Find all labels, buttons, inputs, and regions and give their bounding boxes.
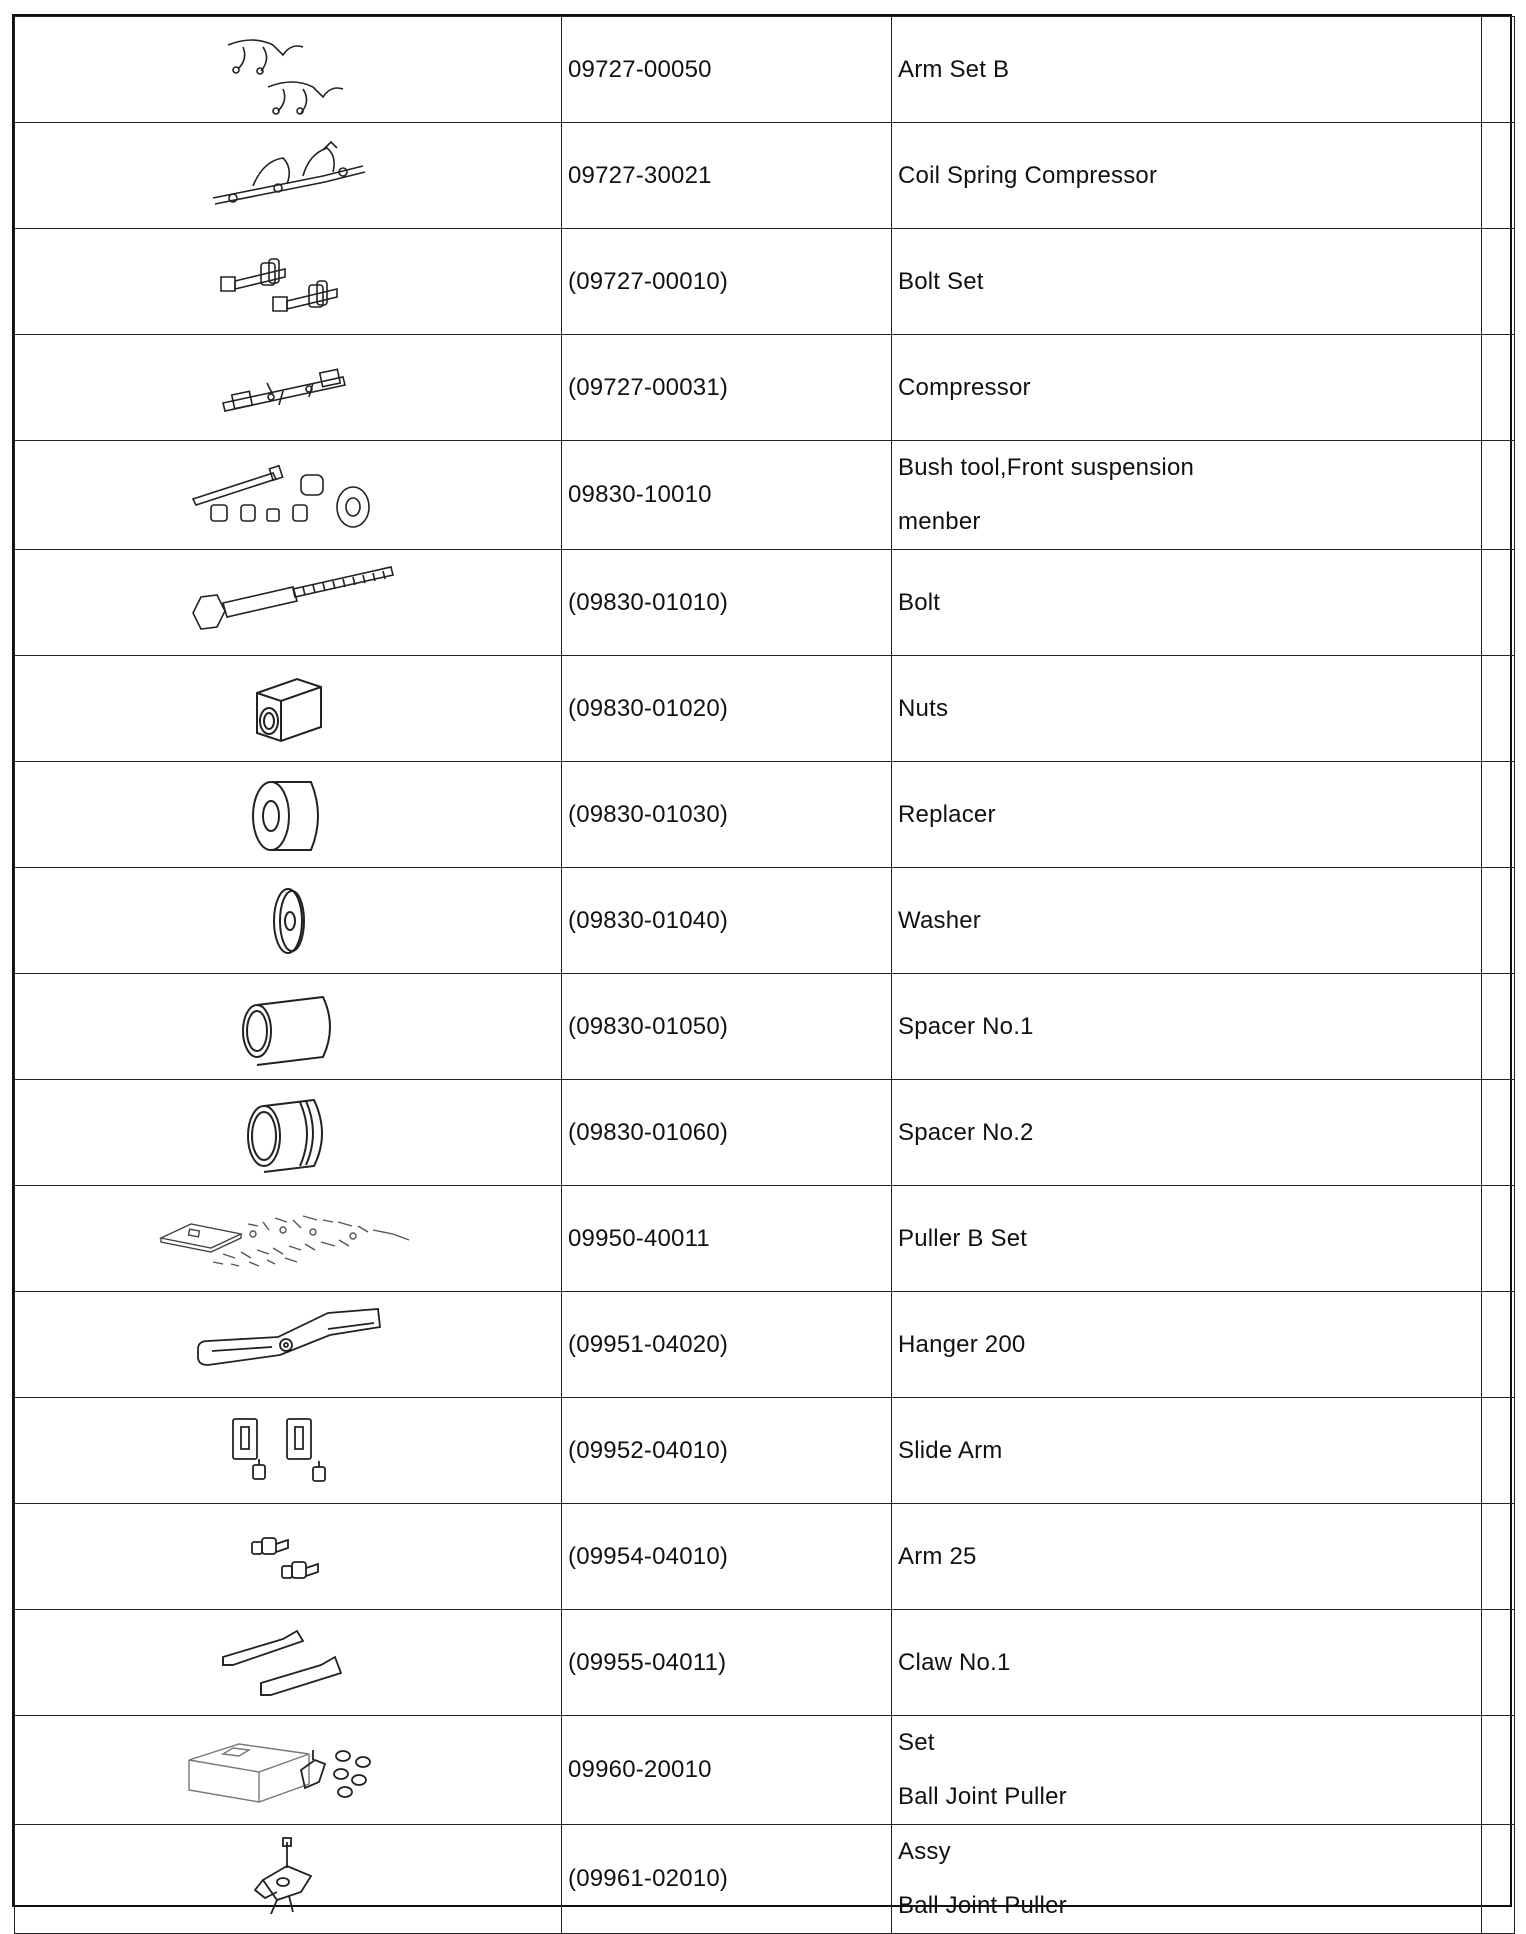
tool-image-cell	[15, 1186, 562, 1292]
tool-name: Claw No.1	[898, 1648, 1011, 1676]
tool-name-cell	[892, 1080, 1482, 1186]
tool-name-cell	[892, 550, 1482, 656]
table-row	[15, 762, 1515, 868]
table-row	[15, 1080, 1515, 1186]
tool-name-cell	[892, 1610, 1482, 1716]
tool-name: Washer	[898, 906, 981, 934]
tool-name-cell	[892, 656, 1482, 762]
tool-image-cell	[15, 1610, 562, 1716]
hex-nut-icon	[243, 669, 333, 749]
tool-image-cell	[15, 1716, 562, 1825]
table-row	[15, 1292, 1515, 1398]
table-row	[15, 1186, 1515, 1292]
slide-arm-icon	[213, 1411, 363, 1491]
table-row	[15, 229, 1515, 335]
tool-name-cell	[892, 1398, 1482, 1504]
check-cell	[1482, 1186, 1515, 1292]
tool-name: Compressor	[898, 373, 1031, 401]
part-number: 09950-40011	[562, 1186, 892, 1292]
tool-image-cell	[15, 17, 562, 123]
table-row	[15, 1398, 1515, 1504]
tool-image-cell	[15, 441, 562, 550]
check-cell	[1482, 656, 1515, 762]
washer-icon	[258, 881, 318, 961]
ball-joint-puller-set-icon	[183, 1730, 393, 1810]
check-cell	[1482, 1080, 1515, 1186]
tool-name-cell	[892, 1716, 1482, 1825]
arm-pins-icon	[238, 1522, 338, 1592]
tool-name: Puller B Set	[898, 1224, 1028, 1252]
part-number: (09830-01010)	[562, 550, 892, 656]
check-cell	[1482, 550, 1515, 656]
tool-table-sheet	[12, 14, 1512, 1919]
special-tool-table	[14, 16, 1515, 1934]
tool-name: Bolt	[898, 588, 941, 616]
tool-image-cell	[15, 1292, 562, 1398]
tool-name-cell	[892, 335, 1482, 441]
check-cell	[1482, 335, 1515, 441]
tool-name-line2: Ball Joint Puller	[898, 1892, 1067, 1919]
part-number: (09727-00010)	[562, 229, 892, 335]
check-cell	[1482, 123, 1515, 229]
check-cell	[1482, 441, 1515, 550]
tool-name: Spacer No.2	[898, 1118, 1034, 1146]
part-number: (09830-01030)	[562, 762, 892, 868]
check-cell	[1482, 229, 1515, 335]
arm-set-icon	[208, 25, 368, 115]
table-row	[15, 1825, 1515, 1934]
tool-image-cell	[15, 656, 562, 762]
tool-name-line2: Ball Joint Puller	[898, 1783, 1067, 1810]
tool-name: Slide Arm	[898, 1436, 1003, 1464]
tool-image-cell	[15, 123, 562, 229]
tool-name: Set	[898, 1729, 935, 1756]
tool-name-cell	[892, 1504, 1482, 1610]
table-row	[15, 1610, 1515, 1716]
tool-image-cell	[15, 974, 562, 1080]
check-cell	[1482, 762, 1515, 868]
tool-name: Bush tool,Front suspension	[898, 454, 1195, 481]
table-row	[15, 868, 1515, 974]
long-bolt-icon	[173, 563, 403, 643]
tool-image-cell	[15, 1398, 562, 1504]
tool-name-cell	[892, 229, 1482, 335]
tool-name-cell	[892, 17, 1482, 123]
part-number: 09830-10010	[562, 441, 892, 550]
table-row	[15, 550, 1515, 656]
check-cell	[1482, 1292, 1515, 1398]
bush-tool-set-icon	[183, 455, 393, 535]
part-number: (09830-01040)	[562, 868, 892, 974]
tool-name-cell	[892, 1186, 1482, 1292]
check-cell	[1482, 1825, 1515, 1934]
coil-spring-compressor-icon	[203, 136, 373, 216]
table-row	[15, 656, 1515, 762]
part-number: (09955-04011)	[562, 1610, 892, 1716]
claw-icon	[213, 1623, 363, 1703]
tool-name-cell	[892, 1292, 1482, 1398]
part-number: 09727-30021	[562, 123, 892, 229]
tool-name: Arm Set B	[898, 55, 1010, 83]
table-row	[15, 17, 1515, 123]
tool-name: Bolt Set	[898, 267, 984, 295]
table-row	[15, 974, 1515, 1080]
puller-set-icon	[153, 1204, 423, 1274]
part-number: (09830-01050)	[562, 974, 892, 1080]
table-row	[15, 123, 1515, 229]
tool-image-cell	[15, 762, 562, 868]
part-number: (09830-01020)	[562, 656, 892, 762]
tool-name-line2: menber	[898, 508, 981, 535]
tool-name-cell	[892, 1825, 1482, 1934]
hanger-icon	[188, 1305, 388, 1385]
check-cell	[1482, 1504, 1515, 1610]
spacer-icon	[233, 987, 343, 1067]
tool-image-cell	[15, 550, 562, 656]
bolt-set-icon	[213, 247, 363, 317]
part-number: (09952-04010)	[562, 1398, 892, 1504]
check-cell	[1482, 974, 1515, 1080]
tool-image-cell	[15, 1504, 562, 1610]
tool-name-cell	[892, 868, 1482, 974]
tool-name: Arm 25	[898, 1542, 977, 1570]
tool-name: Hanger 200	[898, 1330, 1026, 1358]
part-number: (09954-04010)	[562, 1504, 892, 1610]
replacer-icon	[243, 770, 333, 860]
table-row	[15, 1504, 1515, 1610]
check-cell	[1482, 868, 1515, 974]
table-row	[15, 441, 1515, 550]
tool-name: Nuts	[898, 694, 949, 722]
table-row	[15, 335, 1515, 441]
tool-image-cell	[15, 1080, 562, 1186]
part-number: (09830-01060)	[562, 1080, 892, 1186]
tool-name: Spacer No.1	[898, 1012, 1034, 1040]
tool-name-cell	[892, 762, 1482, 868]
tool-image-cell	[15, 1825, 562, 1934]
tool-name-cell	[892, 441, 1482, 550]
part-number: (09961-02010)	[562, 1825, 892, 1934]
part-number: (09727-00031)	[562, 335, 892, 441]
tool-image-cell	[15, 335, 562, 441]
tool-name: Coil Spring Compressor	[898, 161, 1158, 189]
table-row	[15, 1716, 1515, 1825]
part-number: (09951-04020)	[562, 1292, 892, 1398]
spacer-grooved-icon	[238, 1090, 338, 1176]
part-number: 09960-20010	[562, 1716, 892, 1825]
part-number: 09727-00050	[562, 17, 892, 123]
compressor-icon	[213, 353, 363, 423]
tool-name: Replacer	[898, 800, 996, 828]
tool-name-cell	[892, 974, 1482, 1080]
check-cell	[1482, 1610, 1515, 1716]
tool-name: Assy	[898, 1838, 951, 1865]
tool-image-cell	[15, 868, 562, 974]
ball-joint-puller-icon	[243, 1836, 333, 1922]
tool-image-cell	[15, 229, 562, 335]
check-cell	[1482, 17, 1515, 123]
tool-name-cell	[892, 123, 1482, 229]
check-cell	[1482, 1398, 1515, 1504]
check-cell	[1482, 1716, 1515, 1825]
